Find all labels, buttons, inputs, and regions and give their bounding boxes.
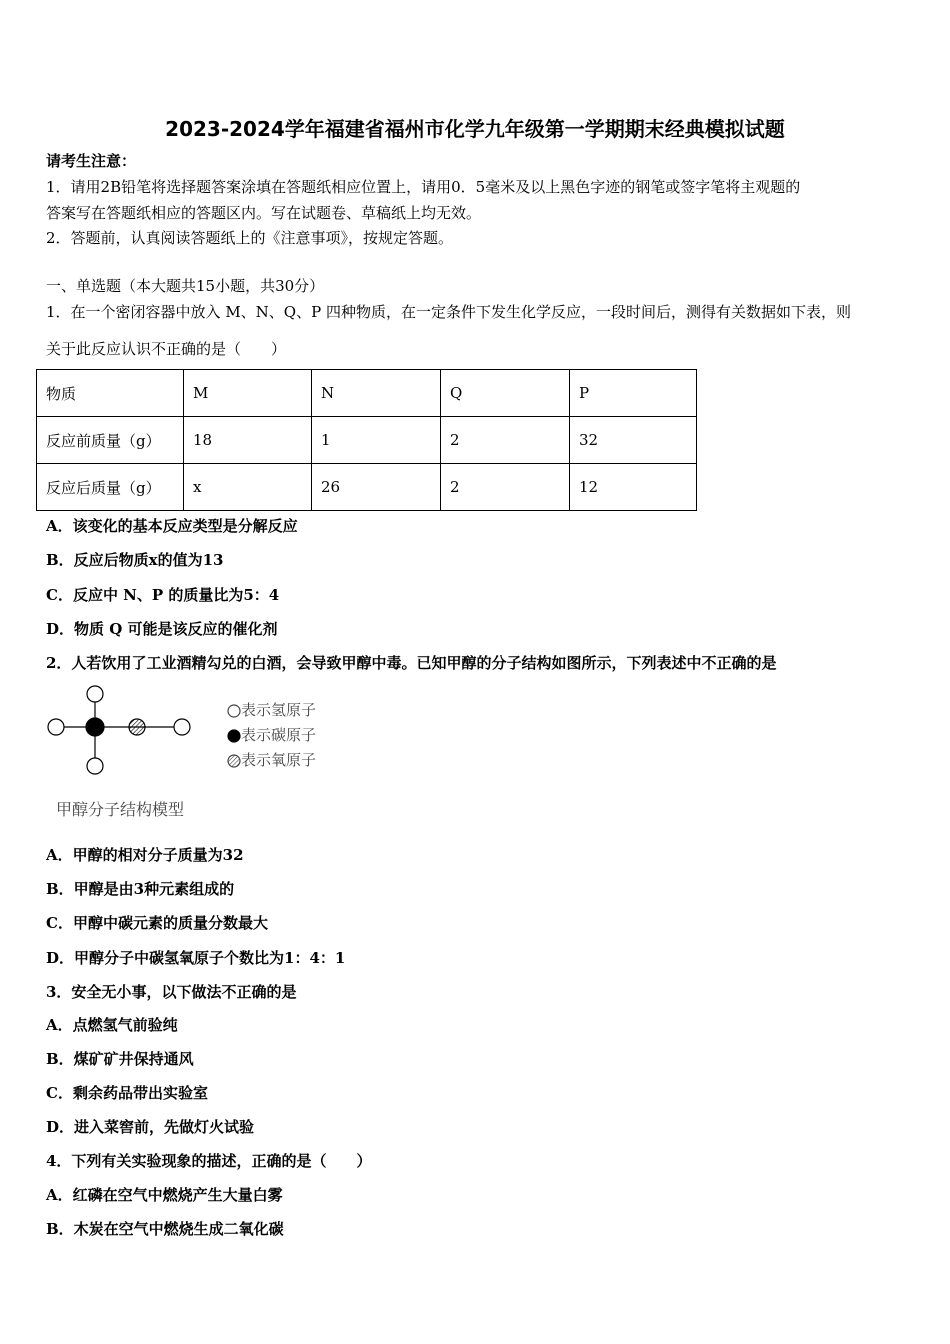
- notice-line-3: 2．答题前，认真阅读答题纸上的《注意事项》，按规定答题。: [46, 229, 454, 247]
- oxygen-legend-icon: [227, 754, 241, 768]
- carbon-legend-icon: [227, 729, 241, 743]
- table-cell: N: [312, 370, 441, 417]
- q1-stem-line-1: 1．在一个密闭容器中放入 M、N、Q、P 四种物质，在一定条件下发生化学反应，一段时间后，测得有关数据如下表，则: [46, 303, 851, 321]
- table-cell: P: [570, 370, 697, 417]
- table-cell: 反应后质量（g）: [37, 464, 184, 511]
- table-cell: Q: [441, 370, 570, 417]
- oxygen-atom: [129, 719, 145, 735]
- hydrogen-legend-icon: [227, 704, 241, 718]
- q2-option-d: D．甲醇分子中碳氢氧原子个数比为1：4：1: [46, 949, 346, 967]
- q3-option-a: A．点燃氢气前验纯: [46, 1016, 178, 1034]
- methanol-molecule-diagram: [40, 682, 205, 782]
- table-cell: 18: [184, 417, 312, 464]
- legend-hydrogen-label: 表示氢原子: [241, 701, 317, 719]
- q4-stem: 4．下列有关实验现象的描述，正确的是（ ）: [46, 1152, 372, 1170]
- q1-option-c: C．反应中 N、P 的质量比为5：4: [46, 586, 280, 604]
- legend-hydrogen: [227, 698, 316, 723]
- table-cell: 物质: [37, 370, 184, 417]
- legend-oxygen-label: 表示氧原子: [241, 751, 317, 769]
- q1-option-a: A．该变化的基本反应类型是分解反应: [46, 517, 298, 535]
- notice-line-2: 答案写在答题纸相应的答题区内。写在试题卷、草稿纸上均无效。: [46, 204, 482, 222]
- q2-option-a: A．甲醇的相对分子质量为32: [46, 846, 244, 864]
- molecule-caption: 甲醇分子结构模型: [56, 800, 185, 819]
- table-cell: 反应前质量（g）: [37, 417, 184, 464]
- q3-option-b: B．煤矿矿井保持通风: [46, 1050, 194, 1068]
- q4-option-b: B．木炭在空气中燃烧生成二氧化碳: [46, 1220, 284, 1238]
- molecule-legend: [227, 698, 316, 773]
- q2-stem: 2．人若饮用了工业酒精勾兑的白酒，会导致甲醇中毒。已知甲醇的分子结构如图所示，下列表述中不正确的是: [46, 654, 777, 672]
- hydrogen-atom-left: [48, 719, 64, 735]
- hydrogen-atom-top: [87, 686, 103, 702]
- table-cell: 12: [570, 464, 697, 511]
- legend-carbon-label: 表示碳原子: [241, 726, 317, 744]
- legend-oxygen: [227, 748, 316, 773]
- q3-stem: 3．安全无小事，以下做法不正确的是: [46, 983, 297, 1001]
- q4-option-a: A．红磷在空气中燃烧产生大量白雾: [46, 1186, 283, 1204]
- table-cell: 2: [441, 464, 570, 511]
- q3-option-c: C．剩余药品带出实验室: [46, 1084, 208, 1102]
- table-cell: 32: [570, 417, 697, 464]
- table-cell: 1: [312, 417, 441, 464]
- hydrogen-atom-bottom: [87, 758, 103, 774]
- table-cell: 26: [312, 464, 441, 511]
- table-cell: M: [184, 370, 312, 417]
- notice-line-1: 1．请用2B铅笔将选择题答案涂填在答题纸相应位置上，请用0．5毫米及以上黑色字迹的钢笔或签字笔将主观题的: [46, 178, 801, 196]
- carbon-atom: [86, 718, 104, 736]
- q1-data-table: [36, 369, 697, 511]
- q2-option-b: B．甲醇是由3种元素组成的: [46, 880, 235, 898]
- legend-carbon: [227, 723, 316, 748]
- q3-option-d: D．进入菜窖前，先做灯火试验: [46, 1118, 255, 1136]
- table-cell: x: [184, 464, 312, 511]
- q1-stem-line-2: 关于此反应认识不正确的是（ ）: [46, 340, 287, 358]
- notice-heading: 请考生注意：: [46, 152, 137, 170]
- q1-option-d: D．物质 Q 可能是该反应的催化剂: [46, 620, 278, 638]
- hydrogen-atom-right: [174, 719, 190, 735]
- page-title: 2023-2024学年福建省福州市化学九年级第一学期期末经典模拟试题: [165, 117, 785, 141]
- table-row: [37, 464, 697, 511]
- q1-option-b: B．反应后物质x的值为13: [46, 551, 224, 569]
- table-row: [37, 370, 697, 417]
- section-heading: 一、单选题（本大题共15小题，共30分）: [46, 277, 325, 295]
- table-row: [37, 417, 697, 464]
- table-cell: 2: [441, 417, 570, 464]
- q2-option-c: C．甲醇中碳元素的质量分数最大: [46, 914, 268, 932]
